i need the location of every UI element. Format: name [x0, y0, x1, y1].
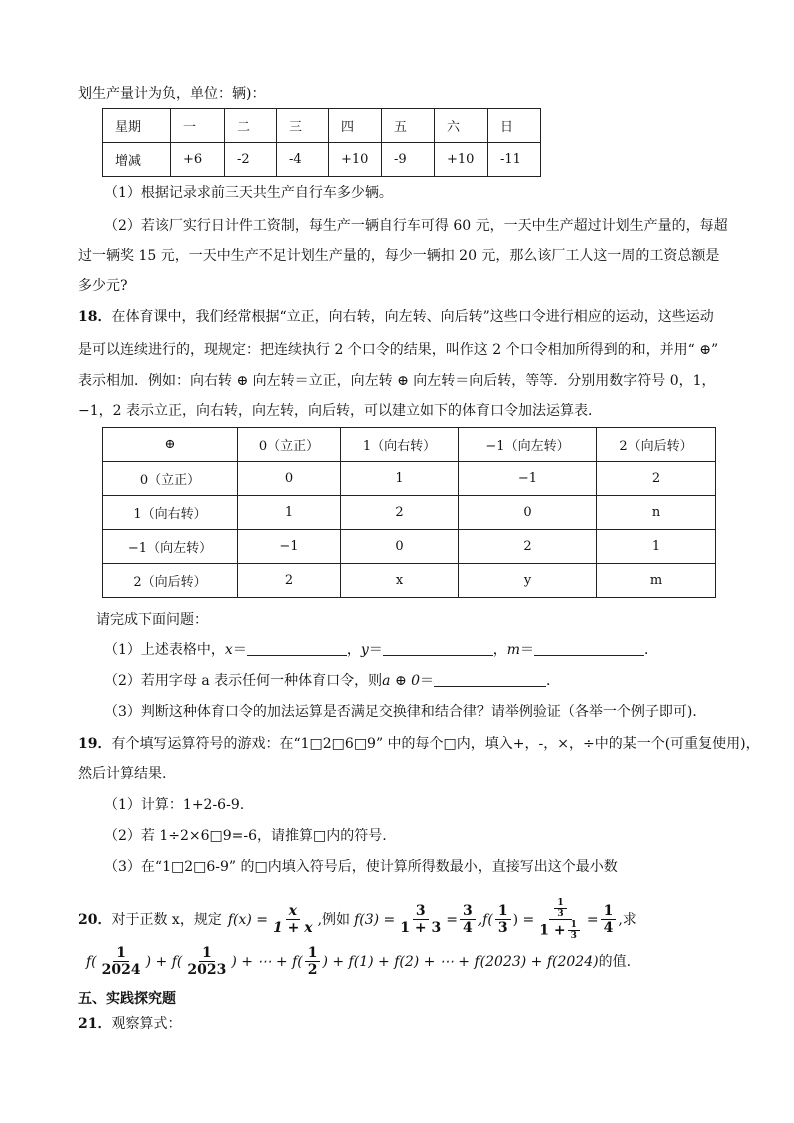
table-cell: 0	[238, 462, 341, 496]
equals: =	[446, 911, 458, 928]
table-cell: 2	[459, 530, 597, 564]
q17-part2-line1: （2）若该厂实行日计件工资制，每生产一辆自行车可得 60 元，一天中生产超过计划生产量的，每超	[104, 218, 728, 234]
numerator: 1	[495, 903, 511, 920]
answer-blank-x[interactable]	[247, 641, 347, 656]
equals: ＝	[520, 642, 535, 658]
table-cell: 五	[382, 109, 435, 143]
numerator: 1	[199, 945, 215, 962]
sum-part: f(	[86, 953, 97, 970]
denominator: 1 + 3	[400, 920, 442, 936]
fraction	[554, 898, 566, 919]
intro-line: 划生产量计为负，单位：辆)：	[78, 86, 266, 102]
q18-part2	[104, 671, 560, 691]
denominator-text: 1 +	[539, 922, 566, 939]
q19-part2: （2）若 1÷2×6□9=-6，请推算□内的符号.	[104, 828, 387, 844]
table-row	[103, 428, 716, 462]
table-row	[103, 462, 716, 496]
table-cell: -11	[488, 143, 541, 177]
q21-line1	[78, 1014, 181, 1034]
table-cell: m	[597, 564, 716, 598]
denominator: 4	[462, 920, 473, 936]
fraction	[495, 903, 511, 936]
var-x: x	[224, 642, 233, 658]
numerator: 1	[113, 945, 129, 962]
sum-part: ) + f(1) + f(2) + ⋯ + f(2023) + f(2024)	[322, 953, 599, 970]
equals: ＝	[420, 673, 435, 689]
table-cell: 2	[238, 564, 341, 598]
ask-text: ,求	[618, 911, 637, 928]
q18-part3: （3）判断这种体育口令的加法运算是否满足交换律和结合律？请举例验证（各举一个例子即可)．	[104, 704, 707, 720]
var-m: m	[506, 642, 521, 658]
q18-line2: 是可以连续进行的，现规定：把连续执行 2 个口令的结果，叫作这 2 个口令相加所得到的和，并用“ ⊕”	[78, 342, 719, 358]
fraction	[460, 903, 476, 936]
denominator: 3	[570, 931, 577, 941]
q19-line2: 然后计算结果.	[78, 766, 167, 782]
answer-blank-y[interactable]	[383, 641, 493, 656]
q19-text: 有个填写运算符号的游戏：在“1□2□6□9” 中的每个□内，填入+，-，×，÷中的某一个(可重复使用)，	[111, 736, 760, 752]
table-cell: 2	[597, 462, 716, 496]
table-cell: -4	[277, 143, 329, 177]
q18-part1-label: （1）上述表格中，	[104, 642, 225, 658]
table-cell: 2（向后转）	[103, 564, 238, 598]
question-number: 21．	[78, 1016, 112, 1032]
equals: ＝	[368, 642, 383, 658]
q19-part1: （1）计算：1+2-6-9.	[104, 797, 245, 813]
q18-prompt: 请完成下面问题：	[96, 612, 208, 628]
var-y: y	[360, 642, 369, 658]
q18-part2-expr: a ⊕ 0	[382, 673, 421, 689]
q21-text: 观察算式：	[111, 1016, 182, 1032]
table-cell: 日	[488, 109, 541, 143]
numerator: 1	[305, 945, 321, 962]
numerator: 1	[601, 903, 617, 920]
period: ．	[644, 642, 659, 658]
fraction	[270, 903, 316, 936]
table-cell: n	[597, 496, 716, 530]
q17-part2-line3: 多少元?	[78, 278, 128, 294]
table-row	[103, 143, 541, 177]
section-heading: 五、实践探究题	[78, 991, 176, 1007]
q19-part3: （3）在“1□2□6-9” 的□内填入符号后，使计算所得数最小，直接写出这个最小数	[104, 859, 618, 875]
table-cell: ⊕	[103, 428, 238, 462]
question-number: 19．	[78, 736, 112, 752]
table-cell: 0	[341, 530, 459, 564]
table-cell: −1（向左转）	[103, 530, 238, 564]
table-cell: 1	[597, 530, 716, 564]
equals: =	[586, 911, 599, 928]
f-open: ,f(	[477, 911, 493, 928]
q17-part2-line2: 过一辆奖 15 元，一天中生产不足计划生产量的，每少一辆扣 20 元，那么该厂工人这一周的工资总额是	[78, 248, 720, 264]
question-number: 20．	[78, 911, 112, 928]
sum-end: 的值.	[598, 953, 632, 970]
fraction	[601, 903, 617, 936]
table-cell: -2	[225, 143, 277, 177]
table-cell: 三	[277, 109, 329, 143]
q18-line3: 表示相加．例如：向右转 ⊕ 向左转＝立正，向左转 ⊕ 向左转＝向后转，等等．分别用数字符号 0，1，	[78, 373, 716, 389]
period: ．	[546, 673, 561, 689]
table-cell: −1	[459, 462, 597, 496]
fraction	[397, 903, 444, 936]
q18-part2-text: （2）若用字母 a 表示任何一种体育口令，则	[104, 673, 383, 689]
q20-line2	[86, 945, 631, 978]
f-close: ) =	[512, 911, 535, 928]
comma: ，	[492, 642, 507, 658]
table-cell: 六	[435, 109, 488, 143]
numerator: 3	[460, 903, 476, 920]
numerator: 1	[554, 898, 566, 909]
table-cell: 四	[329, 109, 382, 143]
table-cell: 0	[459, 496, 597, 530]
denominator: 4	[603, 920, 614, 936]
table-cell: 星期	[103, 109, 171, 143]
denominator: 3	[557, 909, 564, 919]
table-cell: 1（向右转）	[103, 496, 238, 530]
table-cell: 二	[225, 109, 277, 143]
production-table	[102, 108, 541, 177]
table-cell: 1	[341, 462, 459, 496]
answer-blank-a[interactable]	[434, 672, 546, 687]
numerator: x	[286, 903, 300, 920]
table-cell: −1	[238, 530, 341, 564]
table-cell: -9	[382, 143, 435, 177]
denominator: 3	[497, 920, 508, 936]
denominator	[536, 920, 585, 941]
fraction	[536, 898, 585, 941]
equals: ＝	[232, 642, 247, 658]
table-cell: 0（立正）	[238, 428, 341, 462]
denominator: 1 + x	[273, 920, 313, 936]
table-cell: +10	[435, 143, 488, 177]
table-row	[103, 496, 716, 530]
question-number: 18．	[78, 309, 112, 325]
table-cell: 一	[171, 109, 225, 143]
table-row	[103, 109, 541, 143]
table-row	[103, 530, 716, 564]
q18-line1	[78, 307, 714, 327]
table-cell: y	[459, 564, 597, 598]
denominator: 2023	[187, 962, 227, 978]
command-addition-table	[102, 427, 716, 598]
f3: f(3) =	[354, 911, 396, 928]
q19-line1	[78, 734, 760, 754]
table-cell: x	[341, 564, 459, 598]
sum-part: ) + ⋯ + f(	[231, 953, 303, 970]
denominator: 2	[307, 962, 318, 978]
denominator: 2024	[101, 962, 141, 978]
table-cell: 2	[341, 496, 459, 530]
sum-part: ) + f(	[145, 953, 183, 970]
fraction	[184, 945, 229, 978]
table-cell: +6	[171, 143, 225, 177]
table-cell: 1（向右转）	[341, 428, 459, 462]
fraction	[305, 945, 321, 978]
table-cell: −1（向左转）	[459, 428, 597, 462]
numerator: 3	[413, 903, 429, 920]
q17-part1: （1）根据记录求前三天共生产自行车多少辆。	[104, 185, 393, 201]
fraction	[568, 920, 580, 941]
table-cell: 2（向后转）	[597, 428, 716, 462]
table-cell: 0（立正）	[103, 462, 238, 496]
numerator: 1	[568, 920, 580, 931]
q20-text: 对于正数 x，规定	[111, 911, 222, 928]
table-cell: +10	[329, 143, 382, 177]
q20-line1	[78, 898, 637, 941]
q18-text: 在体育课中，我们经常根据“立正，向右转，向左转、向后转”这些口令进行相应的运动，这些运动	[111, 309, 714, 325]
fx-def: f(x) =	[227, 911, 269, 928]
table-cell: 1	[238, 496, 341, 530]
table-cell: 增减	[103, 143, 171, 177]
answer-blank-m[interactable]	[534, 641, 644, 656]
fraction	[99, 945, 144, 978]
q18-part1	[104, 640, 658, 660]
numerator	[549, 898, 571, 920]
comma: ，	[346, 642, 361, 658]
table-row	[103, 564, 716, 598]
q18-line4: −1，2 表示立正，向右转，向左转，向后转，可以建立如下的体育口令加法运算表．	[78, 403, 602, 419]
example-text: ,例如	[317, 911, 351, 928]
